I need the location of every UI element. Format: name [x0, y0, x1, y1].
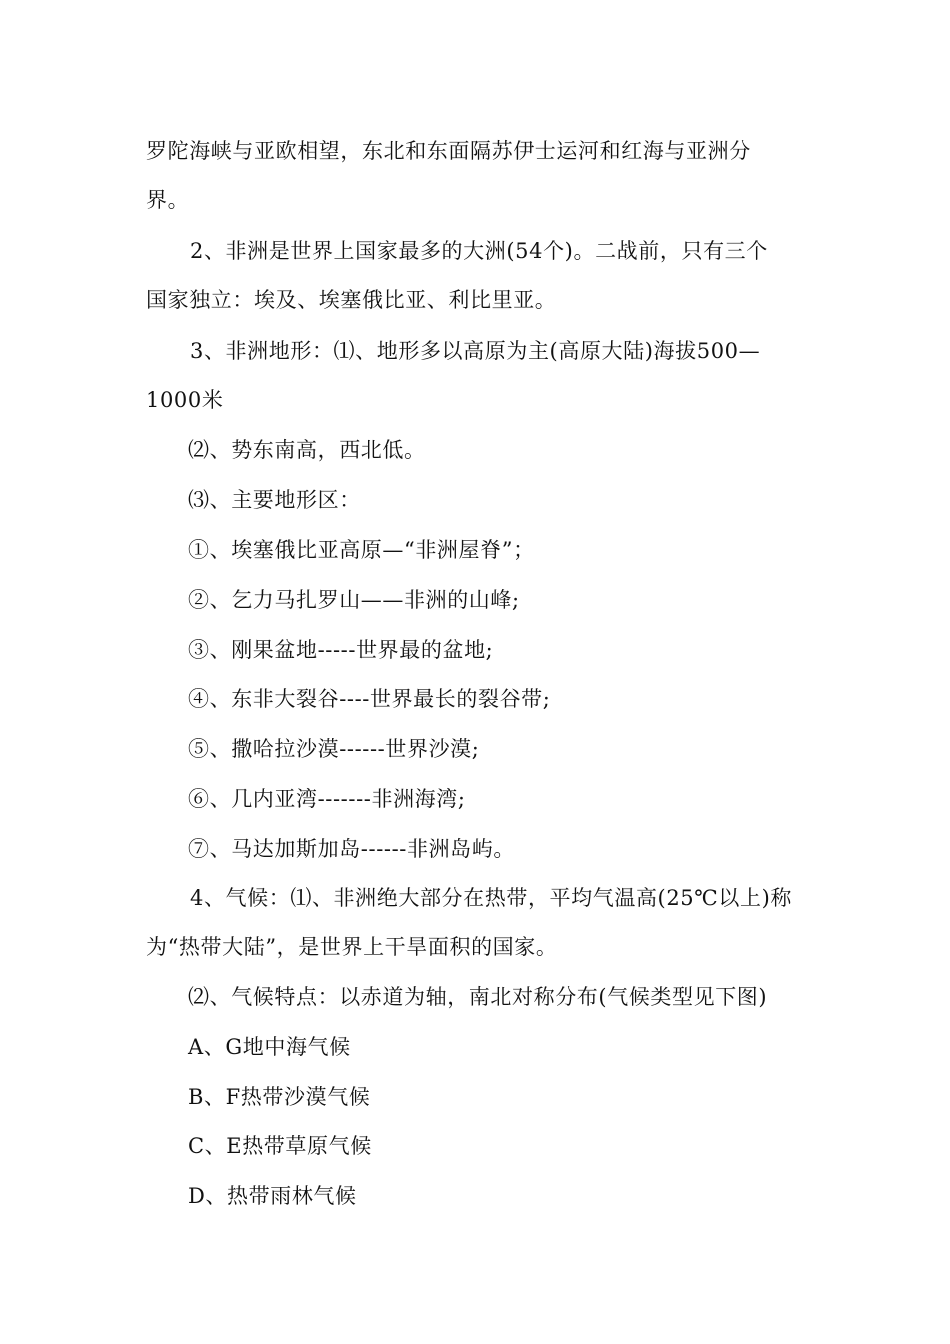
text-line-17: 为“热带大陆”，是世界上干旱面积的国家。 [146, 935, 558, 959]
text-line-14: ⑥、几内亚湾-------非洲海湾; [188, 787, 466, 811]
text-line-22: D、热带雨林气候 [188, 1184, 357, 1208]
text-line-18: ⑵、气候特点：以赤道为轴，南北对称分布(气候类型见下图) [188, 985, 768, 1009]
text-line-5: 3、非洲地形：⑴、地形多以高原为主(高原大陆)海拔500— [190, 339, 761, 363]
text-line-13: ⑤、撒哈拉沙漠------世界沙漠; [188, 737, 480, 761]
text-line-3: 2、非洲是世界上国家最多的大洲(54个)。二战前，只有三个 [190, 239, 768, 263]
text-line-2: 界。 [146, 188, 190, 212]
text-line-11: ③、刚果盆地-----世界最的盆地; [188, 638, 494, 662]
text-line-15: ⑦、马达加斯加岛------非洲岛屿。 [188, 837, 515, 861]
text-line-9: ①、埃塞俄比亚高原—“非洲屋脊”； [188, 538, 535, 562]
text-line-12: ④、东非大裂谷----世界最长的裂谷带; [188, 687, 551, 711]
text-line-6: 1000米 [146, 388, 224, 412]
text-line-10: ②、乞力马扎罗山——非洲的山峰; [188, 588, 520, 612]
text-line-20: B、F热带沙漠气候 [188, 1085, 371, 1109]
text-line-7: ⑵、势东南高，西北低。 [188, 438, 426, 462]
text-line-4: 国家独立：埃及、埃塞俄比亚、利比里亚。 [146, 288, 557, 312]
text-line-8: ⑶、主要地形区： [188, 488, 361, 512]
text-line-1: 罗陀海峡与亚欧相望，东北和东面隔苏伊士运河和红海与亚洲分 [146, 139, 751, 163]
text-line-21: C、E热带草原气候 [188, 1134, 372, 1158]
text-line-19: A、G地中海气候 [188, 1035, 351, 1059]
text-line-16: 4、气候：⑴、非洲绝大部分在热带，平均气温高(25℃以上)称 [190, 886, 792, 910]
